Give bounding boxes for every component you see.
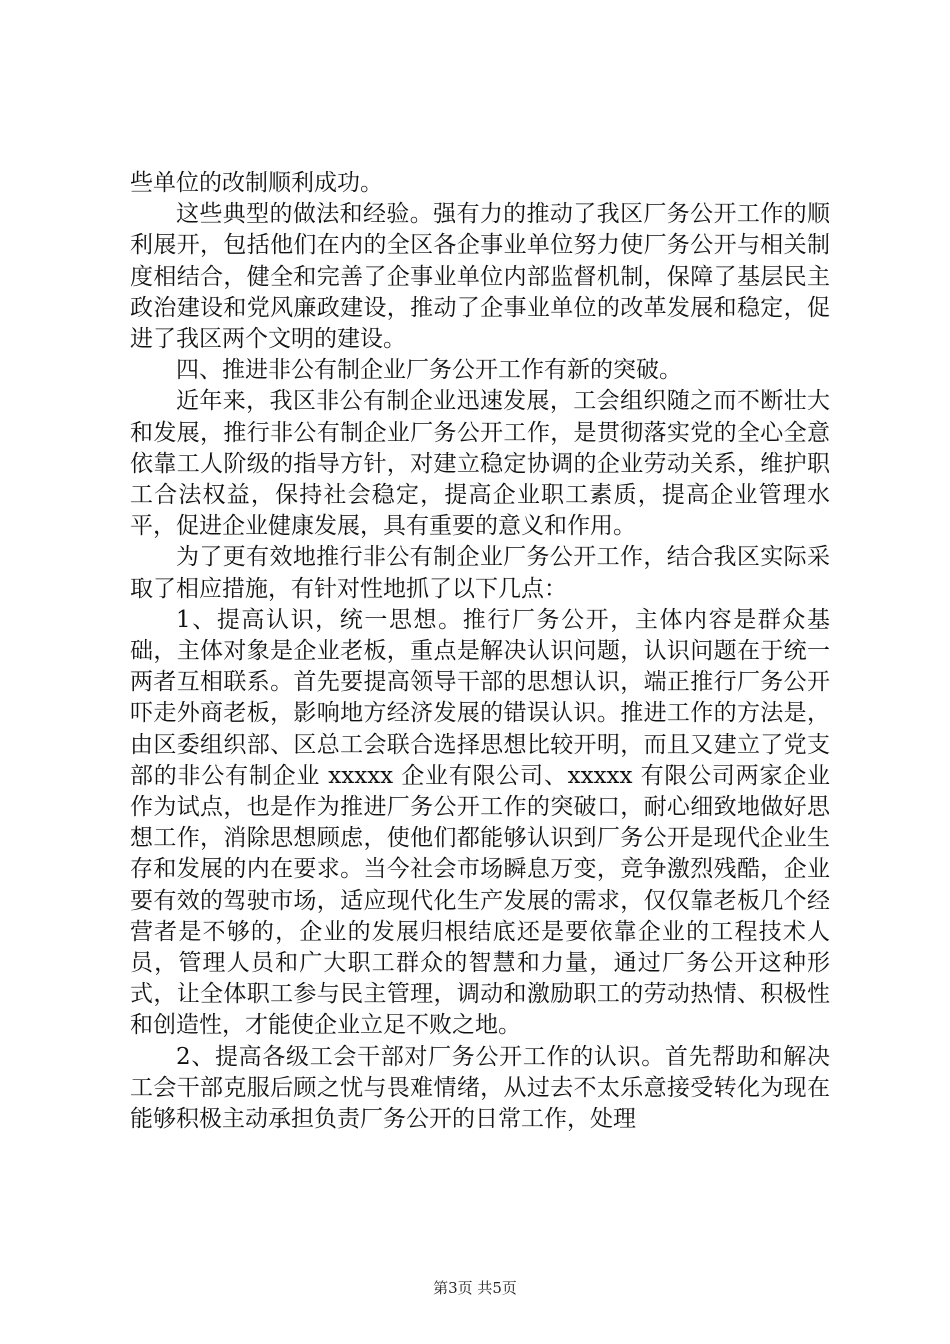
page-footer: 第3页 共5页: [433, 1279, 517, 1297]
list-item-paragraph: 1、提高认识，统一思想。推行厂务公开，主体内容是群众基础，主体对象是企业老板，重点是解决认识问题，认识问题在于统一两者互相联系。首先要提高领导干部的思想认识，端正推行厂务公开吓走外商老板，影响地方经济发展的错误认识。推进工作的方法是，由区委组织部、区总工会联合选择思想比较开明，而且又建立了党支部的非公有制企业 xxxxx 企业有限公司、xxxxx 有限公司两家企业作为试点，也是作为推进厂务公开工作的突破口，耐心细致地做好思想工作，消除思想顾虑，使他们都能够认识到厂务公开是现代企业生存和发展的内在要求。当今社会市场瞬息万变，竞争激烈残酷，企业要有效的驾驶市场，适应现代化生产发展的需求，仅仅靠老板几个经营者是不够的，企业的发展归根结底还是要依靠企业的工程技术人员，管理人员和广大职工群众的智慧和力量，通过厂务公开这种形式，让全体职工参与民主管理，调动和激励职工的劳动热情、积极性和创造性，才能使企业立足不败之地。: [130, 606, 830, 1039]
section-heading: 四、推进非公有制企业厂务公开工作有新的突破。: [176, 357, 682, 384]
document-body: [130, 168, 830, 1135]
paragraph: 这些典型的做法和经验。强有力的推动了我区厂务公开工作的顺利展开，包括他们在内的全区各企事业单位努力使厂务公开与相关制度相结合，健全和完善了企事业单位内部监督机制，保障了基层民主政治建设和党风廉政建设，推动了企事业单位的改革发展和稳定，促进了我区两个文明的建设。: [130, 201, 830, 353]
list-item-paragraph: 2、提高各级工会干部对厂务公开工作的认识。首先帮助和解决工会干部克服后顾之忧与畏难情绪，从过去不太乐意接受转化为现在能够积极主动承担负责厂务公开的日常工作，处理: [130, 1043, 830, 1133]
paragraph: 近年来，我区非公有制企业迅速发展，工会组织随之而不断壮大和发展，推行非公有制企业厂务公开工作，是贯彻落实党的全心全意依靠工人阶级的指导方针，对建立稳定协调的企业劳动关系，维护职工合法权益，保持社会稳定，提高企业职工素质，提高企业管理水平，促进企业健康发展，具有重要的意义和作用。: [130, 388, 830, 540]
paragraph: 为了更有效地推行非公有制企业厂务公开工作，结合我区实际采取了相应措施，有针对性地抓了以下几点：: [130, 544, 830, 602]
paragraph-continuation: 些单位的改制顺利成功。: [130, 170, 383, 196]
